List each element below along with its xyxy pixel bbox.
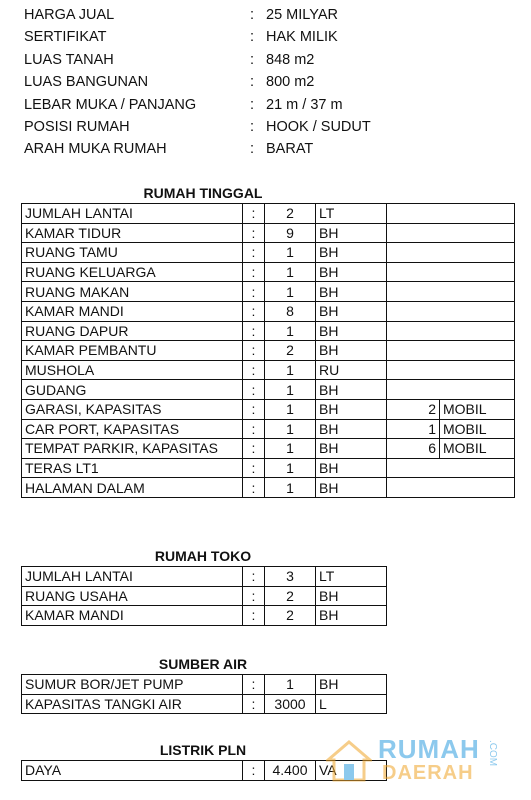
row-number: 1 — [265, 321, 316, 341]
empty-cell — [387, 243, 515, 263]
row-unit: L — [316, 694, 387, 714]
row-colon: : — [243, 567, 265, 587]
row-colon: : — [243, 399, 265, 419]
table-row — [22, 301, 515, 321]
row-unit: BH — [316, 478, 387, 498]
row-label: CAR PORT, KAPASITAS — [22, 419, 243, 439]
row-colon: : — [243, 606, 265, 626]
summary-label: POSISI RUMAH — [24, 118, 130, 135]
row-number: 1 — [265, 478, 316, 498]
row-label: KAMAR MANDI — [22, 606, 243, 626]
table-row — [22, 606, 387, 626]
row-unit: BH — [316, 223, 387, 243]
summary-value: 25 MILYAR — [266, 7, 338, 23]
row-unit: RU — [316, 360, 387, 380]
row-unit: BH — [316, 458, 387, 478]
row-unit: BH — [316, 606, 387, 626]
table-row — [22, 419, 515, 439]
row-colon: : — [243, 478, 265, 498]
row-unit: LT — [316, 204, 387, 224]
empty-cell — [387, 282, 515, 302]
empty-cell — [387, 301, 515, 321]
row-number: 2 — [265, 204, 316, 224]
summary-colon: : — [250, 141, 255, 158]
table-row — [22, 478, 515, 498]
row-unit: BH — [316, 301, 387, 321]
row-number: 1 — [265, 262, 316, 282]
row-colon: : — [243, 586, 265, 606]
row-colon: : — [243, 282, 265, 302]
row-colon: : — [243, 243, 265, 263]
row-label: TERAS LT1 — [22, 458, 243, 478]
row-unit: BH — [316, 262, 387, 282]
summary-row — [24, 116, 504, 138]
row-colon: : — [243, 439, 265, 459]
row-number: 3 — [265, 567, 316, 587]
summary-row — [24, 94, 504, 116]
watermark-logo — [318, 732, 528, 792]
summary-colon: : — [250, 51, 255, 68]
summary-label: HARGA JUAL — [24, 7, 115, 23]
table-row — [22, 341, 515, 361]
row-colon: : — [243, 360, 265, 380]
row-unit: BH — [316, 439, 387, 459]
row-number: 1 — [265, 458, 316, 478]
row-colon: : — [243, 458, 265, 478]
empty-cell — [387, 262, 515, 282]
row-unit: VA — [316, 761, 387, 781]
section-title-rumah-tinggal: RUMAH TINGGAL — [143, 185, 263, 201]
row-unit: BH — [316, 380, 387, 400]
table-row — [22, 360, 515, 380]
table-row — [22, 282, 515, 302]
row-colon: : — [243, 761, 265, 781]
row-unit: BH — [316, 321, 387, 341]
table-sumber-air — [21, 674, 387, 714]
table-row — [22, 223, 515, 243]
row-label: JUMLAH LANTAI — [22, 204, 243, 224]
table-row — [22, 694, 387, 714]
row-label: RUANG TAMU — [22, 243, 243, 263]
row-colon: : — [243, 380, 265, 400]
capacity-unit: MOBIL — [440, 419, 515, 439]
row-label: DAYA — [22, 761, 243, 781]
summary-label: ARAH MUKA RUMAH — [24, 141, 167, 158]
summary-colon: : — [250, 74, 255, 91]
row-unit: BH — [316, 243, 387, 263]
section-title-listrik-pln: LISTRIK PLN — [159, 742, 247, 758]
empty-cell — [387, 380, 515, 400]
row-unit: BH — [316, 675, 387, 695]
row-number: 1 — [265, 399, 316, 419]
row-label: SUMUR BOR/JET PUMP — [22, 675, 243, 695]
table-row — [22, 567, 387, 587]
capacity-unit: MOBIL — [440, 439, 515, 459]
row-colon: : — [243, 694, 265, 714]
summary-label: LEBAR MUKA / PANJANG — [24, 96, 197, 113]
capacity-number: 6 — [387, 439, 440, 459]
summary-value: HOOK / SUDUT — [266, 118, 371, 135]
summary-label: LUAS BANGUNAN — [24, 74, 149, 91]
row-label: KAMAR MANDI — [22, 301, 243, 321]
row-colon: : — [243, 321, 265, 341]
summary-row — [24, 138, 504, 160]
row-number: 1 — [265, 419, 316, 439]
table-row — [22, 439, 515, 459]
empty-cell — [387, 223, 515, 243]
empty-cell — [387, 204, 515, 224]
table-rumah-tinggal — [21, 203, 515, 498]
summary-colon: : — [250, 96, 255, 113]
row-label: RUANG USAHA — [22, 586, 243, 606]
row-colon: : — [243, 419, 265, 439]
row-colon: : — [243, 675, 265, 695]
empty-cell — [387, 341, 515, 361]
row-number: 1 — [265, 282, 316, 302]
row-unit: BH — [316, 282, 387, 302]
row-unit: BH — [316, 341, 387, 361]
table-rumah-toko — [21, 566, 387, 626]
summary-value: 21 m / 37 m — [266, 96, 343, 113]
row-label: RUANG KELUARGA — [22, 262, 243, 282]
row-label: HALAMAN DALAM — [22, 478, 243, 498]
empty-cell — [387, 458, 515, 478]
row-number: 1 — [265, 380, 316, 400]
summary-row — [24, 4, 504, 26]
table-row — [22, 243, 515, 263]
table-row — [22, 399, 515, 419]
row-unit: BH — [316, 399, 387, 419]
summary-colon: : — [250, 118, 255, 135]
capacity-number: 1 — [387, 419, 440, 439]
empty-cell — [387, 321, 515, 341]
capacity-number: 2 — [387, 399, 440, 419]
summary-row — [24, 49, 504, 71]
row-label: RUANG DAPUR — [22, 321, 243, 341]
summary-row — [24, 26, 504, 48]
row-number: 8 — [265, 301, 316, 321]
row-colon: : — [243, 223, 265, 243]
empty-cell — [387, 478, 515, 498]
row-number: 3000 — [265, 694, 316, 714]
table-row — [22, 204, 515, 224]
summary-label: SERTIFIKAT — [24, 29, 107, 46]
row-colon: : — [243, 341, 265, 361]
row-number: 2 — [265, 606, 316, 626]
row-label: GARASI, KAPASITAS — [22, 399, 243, 419]
row-number: 1 — [265, 439, 316, 459]
summary-value: HAK MILIK — [266, 29, 338, 46]
summary-label: LUAS TANAH — [24, 51, 114, 68]
row-number: 1 — [265, 243, 316, 263]
row-label: TEMPAT PARKIR, KAPASITAS — [22, 439, 243, 459]
table-row — [22, 321, 515, 341]
row-unit: BH — [316, 586, 387, 606]
empty-cell — [387, 360, 515, 380]
row-label: KAMAR TIDUR — [22, 223, 243, 243]
watermark-word-1: RUMAH — [378, 734, 480, 764]
row-number: 2 — [265, 341, 316, 361]
watermark-word-2: DAERAH — [382, 762, 474, 784]
summary-colon: : — [250, 7, 255, 23]
summary-value: 800 m2 — [266, 74, 315, 91]
row-label: KAPASITAS TANGKI AIR — [22, 694, 243, 714]
row-unit: BH — [316, 419, 387, 439]
row-number: 1 — [265, 675, 316, 695]
section-title-rumah-toko: RUMAH TOKO — [154, 548, 252, 564]
row-colon: : — [243, 301, 265, 321]
row-label: KAMAR PEMBANTU — [22, 341, 243, 361]
section-title-sumber-air: SUMBER AIR — [158, 656, 248, 672]
row-number: 2 — [265, 586, 316, 606]
watermark-suffix: .COM — [487, 740, 498, 767]
row-number: 4.400 — [265, 761, 316, 781]
summary-row — [24, 71, 504, 93]
row-unit: LT — [316, 567, 387, 587]
capacity-unit: MOBIL — [440, 399, 515, 419]
row-label: RUANG MAKAN — [22, 282, 243, 302]
table-row — [22, 380, 515, 400]
row-colon: : — [243, 204, 265, 224]
table-row — [22, 458, 515, 478]
summary-value: BARAT — [266, 141, 314, 158]
row-label: JUMLAH LANTAI — [22, 567, 243, 587]
row-label: GUDANG — [22, 380, 243, 400]
summary-colon: : — [250, 29, 255, 46]
summary-value: 848 m2 — [266, 51, 315, 68]
row-number: 9 — [265, 223, 316, 243]
row-number: 1 — [265, 360, 316, 380]
row-colon: : — [243, 262, 265, 282]
summary-list — [24, 4, 504, 161]
house-icon — [326, 740, 372, 782]
row-label: MUSHOLA — [22, 360, 243, 380]
table-row — [22, 262, 515, 282]
table-row — [22, 675, 387, 695]
table-row — [22, 586, 387, 606]
